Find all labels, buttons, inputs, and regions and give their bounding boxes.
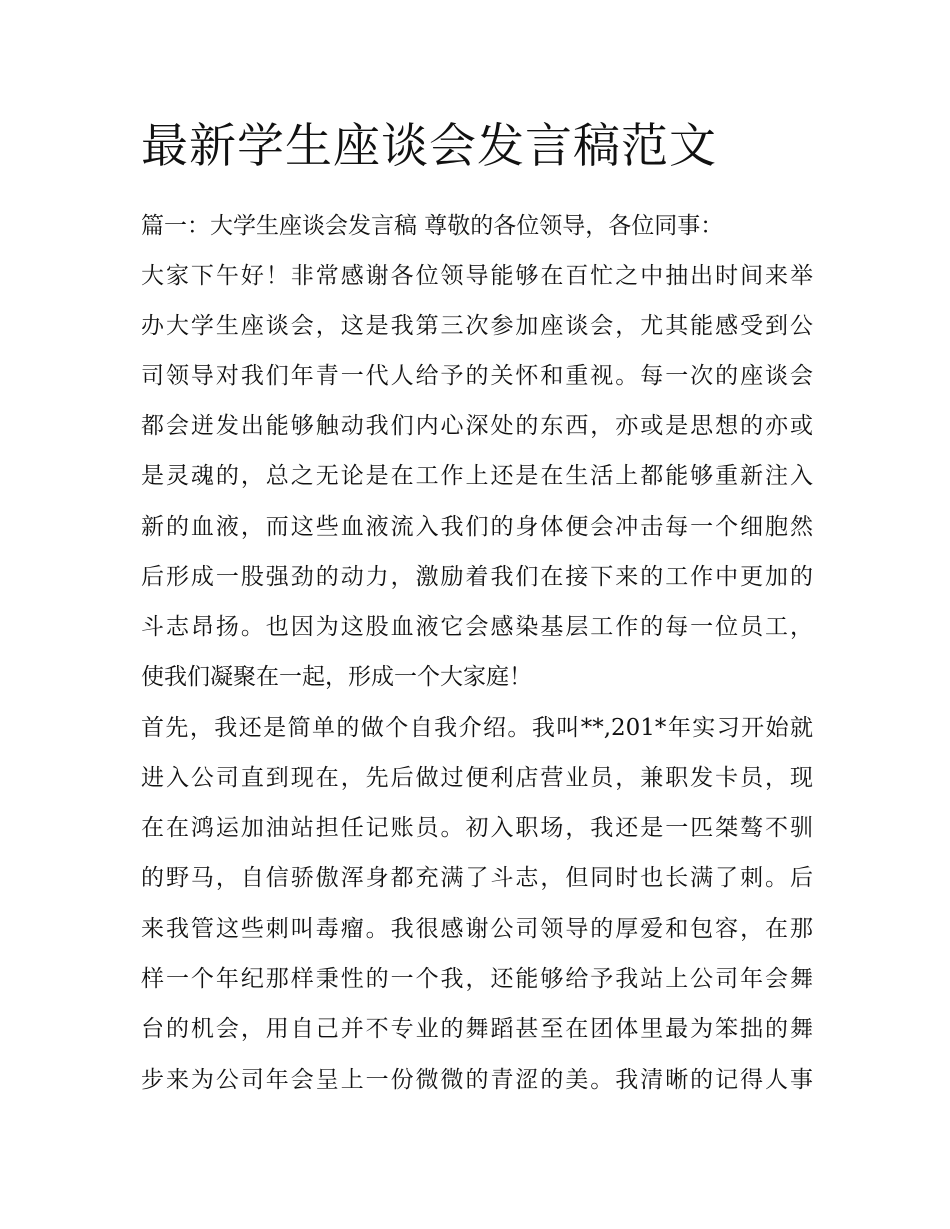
text-line-7: 新的血液，而这些血液流入我们的身体便会冲击每一个细胞然	[141, 514, 813, 540]
text-line-1: 篇一：大学生座谈会发言稿 尊敬的各位领导，各位同事：	[141, 213, 724, 239]
text-line-18: 步来为公司年会呈上一份微微的青涩的美。我清晰的记得人事	[141, 1067, 813, 1093]
text-line-2: 大家下午好！非常感谢各位领导能够在百忙之中抽出时间来举	[141, 263, 813, 289]
text-line-9: 斗志昂扬。也因为这股血液它会感染基层工作的每一位员工，	[141, 614, 813, 640]
text-line-4: 司领导对我们年青一代人给予的关怀和重视。每一次的座谈会	[141, 363, 813, 389]
text-line-15: 来我管这些刺叫毒瘤。我很感谢公司领导的厚爱和包容，在那	[141, 916, 813, 942]
text-line-8: 后形成一股强劲的动力，激励着我们在接下来的工作中更加的	[141, 564, 813, 590]
text-line-17: 台的机会，用自己并不专业的舞蹈甚至在团体里最为笨拙的舞	[141, 1016, 813, 1042]
text-line-3: 办大学生座谈会，这是我第三次参加座谈会，尤其能感受到公	[141, 313, 813, 339]
text-line-12: 进入公司直到现在，先后做过便利店营业员，兼职发卡员，现	[141, 765, 813, 791]
text-line-16: 样一个年纪那样秉性的一个我，还能够给予我站上公司年会舞	[141, 966, 813, 992]
text-line-6: 是灵魂的，总之无论是在工作上还是在生活上都能够重新注入	[141, 463, 813, 489]
text-line-10: 使我们凝聚在一起，形成一个大家庭！	[141, 664, 532, 690]
text-line-14: 的野马，自信骄傲浑身都充满了斗志，但同时也长满了刺。后	[141, 865, 813, 891]
text-line-5: 都会迸发出能够触动我们内心深处的东西，亦或是思想的亦或	[141, 413, 813, 439]
text-line-11: 首先，我还是简单的做个自我介绍。我叫**,201*年实习开始就	[141, 715, 813, 741]
text-line-13: 在在鸿运加油站担任记账员。初入职场，我还是一匹桀骜不驯	[141, 815, 813, 841]
document-title: 最新学生座谈会发言稿范文	[141, 119, 717, 174]
